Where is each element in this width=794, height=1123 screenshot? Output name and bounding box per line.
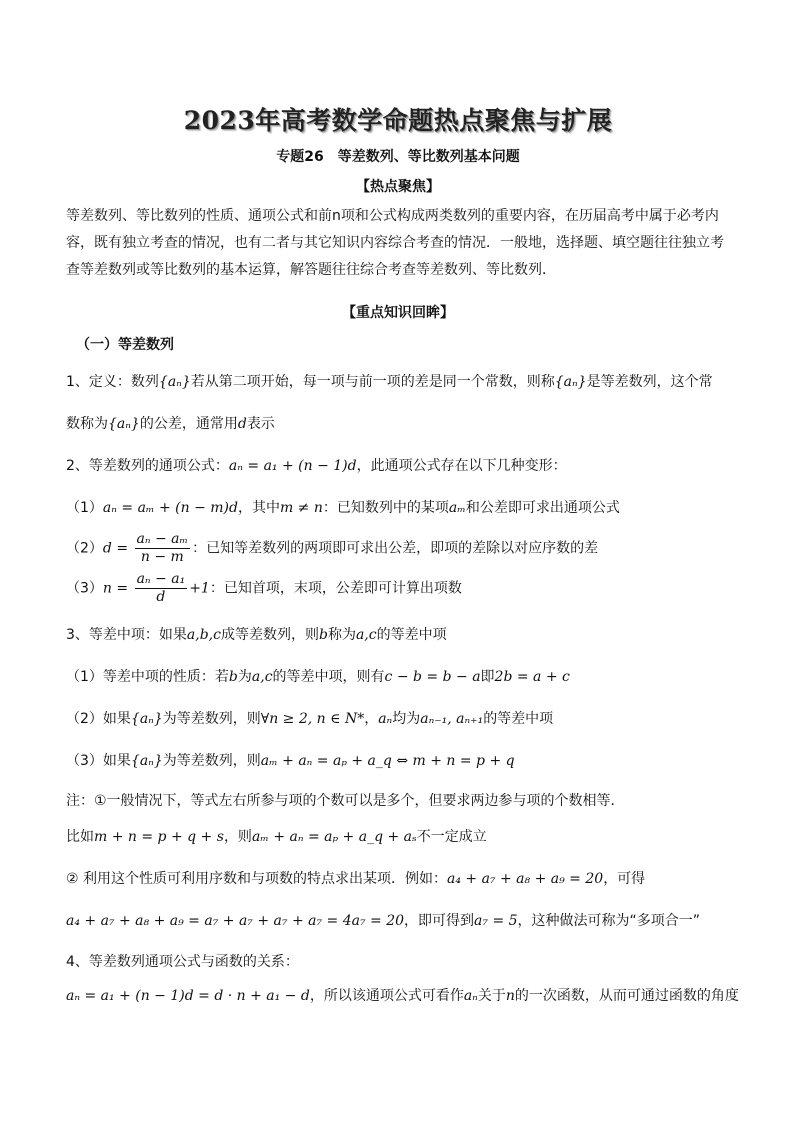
arithmetic-mean-line: 3、等差中项：如果a,b,c成等差数列，则b称为a,c的等差中项 <box>66 627 447 643</box>
note-line-2: 比如m + n = p + q + s，则aₘ + aₙ = aₚ + a_q + aₛ不一定成立 <box>66 829 487 845</box>
note-line-1: 注：①一般情况下，等式左右所参与项的个数可以是多个，但要求两边参与项的个数相等． <box>66 793 625 809</box>
variant-2-line: （2）d = $\frac{\text{aₙ − aₘ}}{n - m}$ ：已知等差数列的两项即可求出公差，即项的差除以对应序数的差 <box>66 531 599 565</box>
note-line-3: ② 利用这个性质可利用序数和与项数的特点求出某项．例如：a₄ + a₇ + a₈ + a₉ = 20，可得 <box>66 871 646 887</box>
page-title: 2023年高考数学命题热点聚焦与扩展 <box>183 106 613 135</box>
variant-1-line: （1）aₙ = aₘ + (n − m)d，其中m ≠ n：已知数列中的某项aₘ和公差即可求出通项公式 <box>66 500 620 516</box>
function-relation-line: aₙ = a₁ + (n − 1)d = d · n + a₁ − d，所以该通项公式可看作aₙ关于n的一次函数，从而可通过函数的角度 <box>66 988 739 1004</box>
general-term-line: 2、等差数列的通项公式：aₙ = a₁ + (n − 1)d，此通项公式存在以下几种变形： <box>66 458 567 474</box>
review-heading: 【重点知识回眸】 <box>342 305 454 321</box>
function-relation-heading: 4、等差数列通项公式与函数的关系： <box>66 954 299 970</box>
hot-focus-body: 等差数列、等比数列的性质、通项公式和前n项和公式构成两类数列的重要内容，在历届高考中属于必考内容，既有独立考查的情况，也有二者与其它知识内容综合考查的情况．一般地，选择题、填空题往往独立考查等差数列或等比数列的基本运算，解答题往往综合考查等差数列、等比数列． <box>66 208 724 278</box>
variant-3-line: （3）n = $\frac{\text{aₙ − a₁}}{d}$ +1：已知首项，末项，公差即可计算出项数 <box>66 571 462 605</box>
note-line-4: a₄ + a₇ + a₈ + a₉ = a₇ + a₇ + a₇ + a₇ = 4a₇ = 20，即可得到a₇ = 5，这种做法可称为“多项合一” <box>66 913 701 929</box>
count-fraction: $\frac{\text{aₙ − a₁}}{d}$ <box>136 571 186 605</box>
definition-line-2: 数称为{aₙ}的公差，通常用d表示 <box>66 416 275 432</box>
topic-subtitle: 专题26 等差数列、等比数列基本问题 <box>276 149 520 165</box>
subsection-arithmetic: （一）等差数列 <box>76 337 174 353</box>
mean-property-1: （1）等差中项的性质：若b为a,c的等差中项，则有c − b = b − a即2b = a + c <box>66 669 570 685</box>
mean-property-3: （3）如果{aₙ}为等差数列，则aₘ + aₙ = aₚ + a_q ⇔ m + n = p + q <box>66 753 515 769</box>
definition-line-1: 1、定义：数列{aₙ}若从第二项开始，每一项与前一项的差是同一个常数，则称{aₙ}是等差数列，这个常 <box>66 374 713 390</box>
mean-property-2: （2）如果{aₙ}为等差数列，则∀n ≥ 2, n ∈ N*，aₙ均为aₙ₋₁, aₙ₊₁的等差中项 <box>66 711 554 727</box>
hot-focus-heading: 【热点聚焦】 <box>356 179 440 195</box>
difference-fraction: $\frac{\text{aₙ − aₘ}}{n - m}$ <box>136 531 189 565</box>
